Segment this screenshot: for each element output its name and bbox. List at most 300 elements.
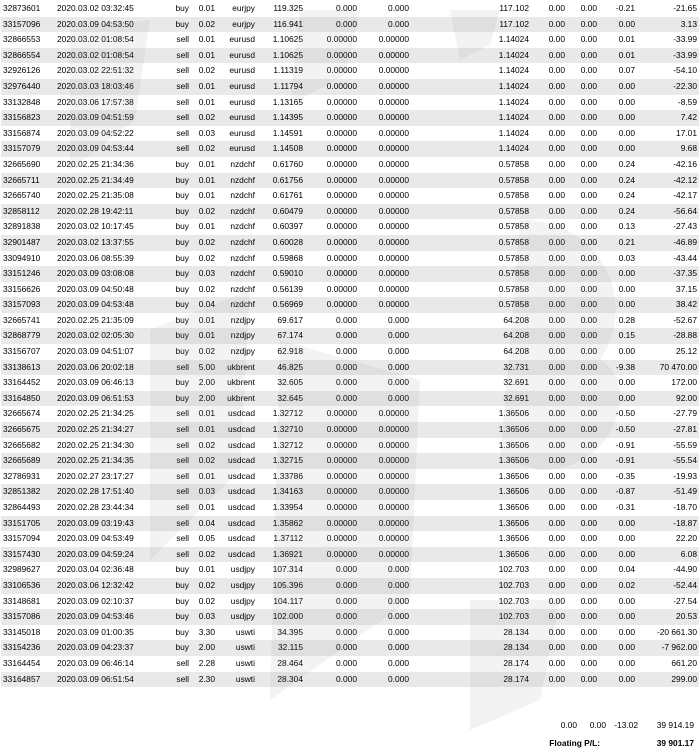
cell-swap: 0.00 <box>599 609 637 625</box>
cell-current: 0.57858 <box>469 204 531 220</box>
cell-price: 1.36921 <box>257 547 305 563</box>
cell-ticket: 32858112 <box>1 204 55 220</box>
cell-profit: -27.43 <box>637 219 699 235</box>
cell-tp: 0.000 <box>359 17 411 33</box>
cell-time: 2020.03.02 01:08:54 <box>55 48 163 64</box>
floating-row <box>0 738 700 752</box>
cell-time: 2020.02.25 21:34:49 <box>55 173 163 189</box>
cell-symbol: usdcad <box>217 500 257 516</box>
total-commission: 0.00 <box>560 720 577 730</box>
cell-symbol: usdcad <box>217 438 257 454</box>
cell-price: 1.33786 <box>257 469 305 485</box>
cell-volume: 0.02 <box>191 453 217 469</box>
cell-current: 0.57858 <box>469 188 531 204</box>
cell-time: 2020.03.02 01:08:54 <box>55 32 163 48</box>
cell-type: buy <box>163 235 191 251</box>
cell-profit: 70 470.00 <box>637 360 699 376</box>
cell-taxes: 0.00 <box>567 17 599 33</box>
cell-price: 0.59868 <box>257 251 305 267</box>
cell-taxes: 0.00 <box>567 438 599 454</box>
cell-volume: 0.01 <box>191 422 217 438</box>
cell-price: 116.941 <box>257 17 305 33</box>
cell-symbol: usdjpy <box>217 578 257 594</box>
cell-time: 2020.03.06 17:57:38 <box>55 95 163 111</box>
cell-symbol: eurusd <box>217 141 257 157</box>
cell-sl: 0.00000 <box>305 219 359 235</box>
cell-volume: 0.01 <box>191 157 217 173</box>
table-row <box>1 328 699 344</box>
cell-type: sell <box>163 656 191 672</box>
cell-symbol: eurjpy <box>217 1 257 17</box>
cell-symbol: nzdchf <box>217 251 257 267</box>
cell-taxes: 0.00 <box>567 344 599 360</box>
cell-volume: 0.01 <box>191 173 217 189</box>
cell-tp: 0.00000 <box>359 547 411 563</box>
cell-swap: 0.00 <box>599 640 637 656</box>
cell-volume: 0.01 <box>191 95 217 111</box>
cell-price: 0.61761 <box>257 188 305 204</box>
cell-ticket: 33156626 <box>1 282 55 298</box>
cell-taxes: 0.00 <box>567 500 599 516</box>
cell-taxes: 0.00 <box>567 625 599 641</box>
cell-profit: -21.65 <box>637 1 699 17</box>
cell-current: 1.36506 <box>469 406 531 422</box>
cell-taxes: 0.00 <box>567 110 599 126</box>
cell-current: 1.14024 <box>469 126 531 142</box>
cell-commission: 0.00 <box>531 63 567 79</box>
cell-time: 2020.03.06 12:32:42 <box>55 578 163 594</box>
cell-commission: 0.00 <box>531 1 567 17</box>
cell-sl: 0.00000 <box>305 188 359 204</box>
cell-sl: 0.000 <box>305 672 359 688</box>
cell-symbol: nzdchf <box>217 173 257 189</box>
cell-swap: 0.00 <box>599 282 637 298</box>
cell-commission: 0.00 <box>531 406 567 422</box>
cell-current: 117.102 <box>469 17 531 33</box>
table-row <box>1 126 699 142</box>
cell-current: 1.14024 <box>469 48 531 64</box>
cell-symbol: usdcad <box>217 422 257 438</box>
cell-tp: 0.00000 <box>359 219 411 235</box>
cell-price: 105.396 <box>257 578 305 594</box>
cell-type: sell <box>163 469 191 485</box>
cell-type: buy <box>163 328 191 344</box>
cell-price: 28.304 <box>257 672 305 688</box>
table-row <box>1 672 699 688</box>
cell-swap: 0.00 <box>599 672 637 688</box>
cell-tp: 0.000 <box>359 656 411 672</box>
cell-symbol: nzdchf <box>217 282 257 298</box>
cell-current: 1.36506 <box>469 500 531 516</box>
cell-spacer <box>411 516 469 532</box>
cell-type: sell <box>163 126 191 142</box>
cell-taxes: 0.00 <box>567 453 599 469</box>
cell-spacer <box>411 438 469 454</box>
table-row <box>1 63 699 79</box>
cell-current: 0.57858 <box>469 157 531 173</box>
cell-ticket: 33145018 <box>1 625 55 641</box>
cell-current: 1.14024 <box>469 110 531 126</box>
cell-commission: 0.00 <box>531 79 567 95</box>
cell-symbol: usdcad <box>217 469 257 485</box>
cell-profit: -51.49 <box>637 484 699 500</box>
cell-type: buy <box>163 313 191 329</box>
cell-taxes: 0.00 <box>567 219 599 235</box>
cell-price: 1.37112 <box>257 531 305 547</box>
cell-type: buy <box>163 157 191 173</box>
cell-tp: 0.000 <box>359 578 411 594</box>
cell-symbol: usdjpy <box>217 594 257 610</box>
cell-symbol: nzdjpy <box>217 328 257 344</box>
cell-tp: 0.000 <box>359 328 411 344</box>
cell-price: 32.115 <box>257 640 305 656</box>
cell-sl: 0.00000 <box>305 453 359 469</box>
cell-tp: 0.000 <box>359 594 411 610</box>
cell-spacer <box>411 235 469 251</box>
cell-current: 102.703 <box>469 594 531 610</box>
cell-swap: -0.91 <box>599 453 637 469</box>
cell-profit: 3.13 <box>637 17 699 33</box>
cell-symbol: ukbrent <box>217 391 257 407</box>
cell-price: 46.825 <box>257 360 305 376</box>
cell-profit: -56.64 <box>637 204 699 220</box>
cell-ticket: 32665674 <box>1 406 55 422</box>
cell-symbol: usdcad <box>217 531 257 547</box>
cell-taxes: 0.00 <box>567 48 599 64</box>
cell-sl: 0.00000 <box>305 32 359 48</box>
cell-ticket: 32989627 <box>1 562 55 578</box>
table-row <box>1 625 699 641</box>
cell-swap: 0.24 <box>599 173 637 189</box>
cell-current: 32.691 <box>469 391 531 407</box>
cell-ticket: 32786931 <box>1 469 55 485</box>
cell-symbol: nzdjpy <box>217 344 257 360</box>
cell-commission: 0.00 <box>531 531 567 547</box>
table-row <box>1 656 699 672</box>
table-row <box>1 453 699 469</box>
cell-spacer <box>411 219 469 235</box>
cell-current: 1.36506 <box>469 547 531 563</box>
cell-ticket: 33157430 <box>1 547 55 563</box>
cell-spacer <box>411 141 469 157</box>
cell-ticket: 32851382 <box>1 484 55 500</box>
cell-taxes: 0.00 <box>567 656 599 672</box>
cell-current: 28.174 <box>469 656 531 672</box>
cell-ticket: 33164454 <box>1 656 55 672</box>
cell-volume: 0.01 <box>191 469 217 485</box>
cell-swap: 0.00 <box>599 17 637 33</box>
cell-profit: -8.59 <box>637 95 699 111</box>
cell-sl: 0.000 <box>305 656 359 672</box>
cell-price: 1.35862 <box>257 516 305 532</box>
cell-volume: 0.01 <box>191 406 217 422</box>
cell-spacer <box>411 1 469 17</box>
cell-commission: 0.00 <box>531 578 567 594</box>
cell-taxes: 0.00 <box>567 531 599 547</box>
cell-sl: 0.00000 <box>305 251 359 267</box>
cell-ticket: 33148681 <box>1 594 55 610</box>
cell-type: buy <box>163 640 191 656</box>
cell-sl: 0.00000 <box>305 204 359 220</box>
cell-type: buy <box>163 188 191 204</box>
cell-price: 0.60028 <box>257 235 305 251</box>
cell-ticket: 32926126 <box>1 63 55 79</box>
cell-taxes: 0.00 <box>567 32 599 48</box>
cell-taxes: 0.00 <box>567 516 599 532</box>
cell-commission: 0.00 <box>531 95 567 111</box>
cell-symbol: eurusd <box>217 95 257 111</box>
table-row <box>1 344 699 360</box>
cell-profit: 25.12 <box>637 344 699 360</box>
cell-tp: 0.000 <box>359 313 411 329</box>
cell-profit: 37.15 <box>637 282 699 298</box>
table-row <box>1 547 699 563</box>
cell-current: 1.36506 <box>469 484 531 500</box>
cell-swap: 0.04 <box>599 562 637 578</box>
cell-symbol: eurjpy <box>217 17 257 33</box>
cell-volume: 2.00 <box>191 391 217 407</box>
cell-time: 2020.03.09 03:08:08 <box>55 266 163 282</box>
table-row <box>1 297 699 313</box>
cell-current: 1.14024 <box>469 141 531 157</box>
cell-price: 1.33954 <box>257 500 305 516</box>
cell-taxes: 0.00 <box>567 63 599 79</box>
cell-sl: 0.00000 <box>305 438 359 454</box>
cell-sl: 0.00000 <box>305 422 359 438</box>
cell-type: sell <box>163 516 191 532</box>
cell-spacer <box>411 406 469 422</box>
cell-profit: 9.68 <box>637 141 699 157</box>
cell-swap: 0.00 <box>599 391 637 407</box>
cell-tp: 0.00000 <box>359 251 411 267</box>
cell-price: 1.32710 <box>257 422 305 438</box>
cell-profit: 7.42 <box>637 110 699 126</box>
cell-swap: 0.28 <box>599 313 637 329</box>
cell-current: 1.36506 <box>469 438 531 454</box>
cell-type: sell <box>163 422 191 438</box>
cell-swap: -0.50 <box>599 422 637 438</box>
table-row <box>1 469 699 485</box>
cell-taxes: 0.00 <box>567 235 599 251</box>
table-row <box>1 375 699 391</box>
cell-swap: 0.00 <box>599 110 637 126</box>
cell-commission: 0.00 <box>531 204 567 220</box>
cell-sl: 0.000 <box>305 640 359 656</box>
cell-sl: 0.00000 <box>305 516 359 532</box>
cell-volume: 2.28 <box>191 656 217 672</box>
cell-type: buy <box>163 251 191 267</box>
cell-spacer <box>411 625 469 641</box>
table-row <box>1 219 699 235</box>
cell-sl: 0.000 <box>305 391 359 407</box>
cell-time: 2020.02.25 21:34:25 <box>55 406 163 422</box>
cell-time: 2020.02.25 21:35:08 <box>55 188 163 204</box>
cell-taxes: 0.00 <box>567 391 599 407</box>
cell-current: 117.102 <box>469 1 531 17</box>
cell-current: 28.134 <box>469 625 531 641</box>
cell-spacer <box>411 640 469 656</box>
cell-time: 2020.03.09 01:00:35 <box>55 625 163 641</box>
cell-tp: 0.00000 <box>359 500 411 516</box>
cell-ticket: 32665740 <box>1 188 55 204</box>
cell-commission: 0.00 <box>531 344 567 360</box>
cell-ticket: 33164850 <box>1 391 55 407</box>
cell-current: 102.703 <box>469 609 531 625</box>
cell-sl: 0.000 <box>305 562 359 578</box>
cell-volume: 0.02 <box>191 17 217 33</box>
cell-volume: 0.04 <box>191 297 217 313</box>
cell-current: 1.36506 <box>469 453 531 469</box>
cell-spacer <box>411 110 469 126</box>
cell-volume: 0.04 <box>191 516 217 532</box>
cell-profit: -37.35 <box>637 266 699 282</box>
cell-sl: 0.00000 <box>305 157 359 173</box>
cell-symbol: usdcad <box>217 516 257 532</box>
cell-symbol: nzdchf <box>217 157 257 173</box>
cell-profit: -7 962.00 <box>637 640 699 656</box>
cell-ticket: 32891838 <box>1 219 55 235</box>
cell-volume: 0.01 <box>191 328 217 344</box>
cell-ticket: 32665682 <box>1 438 55 454</box>
cell-sl: 0.000 <box>305 625 359 641</box>
cell-profit: -43.44 <box>637 251 699 267</box>
cell-taxes: 0.00 <box>567 313 599 329</box>
totals-row <box>0 720 700 734</box>
cell-tp: 0.000 <box>359 672 411 688</box>
cell-type: buy <box>163 391 191 407</box>
cell-current: 102.703 <box>469 562 531 578</box>
cell-swap: -9.38 <box>599 360 637 376</box>
cell-type: buy <box>163 282 191 298</box>
table-row <box>1 422 699 438</box>
table-row <box>1 235 699 251</box>
cell-taxes: 0.00 <box>567 360 599 376</box>
cell-commission: 0.00 <box>531 173 567 189</box>
cell-volume: 2.00 <box>191 640 217 656</box>
cell-tp: 0.000 <box>359 344 411 360</box>
cell-swap: 0.00 <box>599 344 637 360</box>
cell-ticket: 32665741 <box>1 313 55 329</box>
cell-tp: 0.000 <box>359 1 411 17</box>
cell-sl: 0.00000 <box>305 141 359 157</box>
cell-taxes: 0.00 <box>567 251 599 267</box>
cell-tp: 0.000 <box>359 360 411 376</box>
cell-swap: 0.00 <box>599 594 637 610</box>
cell-spacer <box>411 328 469 344</box>
cell-spacer <box>411 609 469 625</box>
cell-taxes: 0.00 <box>567 406 599 422</box>
cell-time: 2020.03.09 06:46:13 <box>55 375 163 391</box>
cell-swap: 0.00 <box>599 95 637 111</box>
cell-type: sell <box>163 484 191 500</box>
cell-tp: 0.00000 <box>359 157 411 173</box>
cell-sl: 0.00000 <box>305 547 359 563</box>
open-positions-table <box>1 1 699 687</box>
cell-volume: 3.30 <box>191 625 217 641</box>
cell-profit: -18.70 <box>637 500 699 516</box>
cell-volume: 0.01 <box>191 219 217 235</box>
cell-commission: 0.00 <box>531 516 567 532</box>
cell-spacer <box>411 126 469 142</box>
cell-tp: 0.000 <box>359 609 411 625</box>
cell-volume: 0.02 <box>191 235 217 251</box>
cell-type: sell <box>163 672 191 688</box>
cell-swap: 0.01 <box>599 32 637 48</box>
cell-symbol: ukbrent <box>217 360 257 376</box>
cell-current: 0.57858 <box>469 219 531 235</box>
cell-commission: 0.00 <box>531 656 567 672</box>
table-row <box>1 1 699 17</box>
cell-tp: 0.000 <box>359 625 411 641</box>
cell-time: 2020.03.09 04:53:48 <box>55 297 163 313</box>
table-row <box>1 32 699 48</box>
cell-taxes: 0.00 <box>567 672 599 688</box>
cell-type: sell <box>163 500 191 516</box>
cell-profit: -55.59 <box>637 438 699 454</box>
cell-current: 0.57858 <box>469 297 531 313</box>
cell-taxes: 0.00 <box>567 204 599 220</box>
cell-price: 1.13165 <box>257 95 305 111</box>
cell-tp: 0.00000 <box>359 516 411 532</box>
cell-time: 2020.03.09 04:59:24 <box>55 547 163 563</box>
cell-profit: -52.67 <box>637 313 699 329</box>
cell-current: 64.208 <box>469 313 531 329</box>
cell-current: 64.208 <box>469 328 531 344</box>
cell-symbol: nzdjpy <box>217 313 257 329</box>
cell-taxes: 0.00 <box>567 484 599 500</box>
cell-price: 32.645 <box>257 391 305 407</box>
cell-profit: 20.53 <box>637 609 699 625</box>
cell-commission: 0.00 <box>531 328 567 344</box>
cell-price: 1.14591 <box>257 126 305 142</box>
cell-price: 62.918 <box>257 344 305 360</box>
cell-symbol: uswti <box>217 656 257 672</box>
cell-type: sell <box>163 141 191 157</box>
cell-profit: -42.16 <box>637 157 699 173</box>
total-profit: 39 914.19 <box>656 720 694 730</box>
cell-sl: 0.00000 <box>305 469 359 485</box>
cell-volume: 0.01 <box>191 32 217 48</box>
cell-swap: 0.24 <box>599 204 637 220</box>
cell-swap: 0.00 <box>599 516 637 532</box>
cell-price: 1.11794 <box>257 79 305 95</box>
cell-type: buy <box>163 204 191 220</box>
cell-profit: 299.00 <box>637 672 699 688</box>
cell-price: 119.325 <box>257 1 305 17</box>
cell-current: 28.134 <box>469 640 531 656</box>
cell-ticket: 33157093 <box>1 297 55 313</box>
cell-time: 2020.03.09 04:51:07 <box>55 344 163 360</box>
table-row <box>1 173 699 189</box>
cell-taxes: 0.00 <box>567 578 599 594</box>
cell-profit: -33.99 <box>637 32 699 48</box>
cell-time: 2020.03.09 06:51:54 <box>55 672 163 688</box>
cell-spacer <box>411 594 469 610</box>
cell-spacer <box>411 79 469 95</box>
cell-taxes: 0.00 <box>567 609 599 625</box>
cell-volume: 0.02 <box>191 110 217 126</box>
cell-time: 2020.03.02 22:51:32 <box>55 63 163 79</box>
cell-sl: 0.000 <box>305 1 359 17</box>
table-row <box>1 360 699 376</box>
cell-spacer <box>411 453 469 469</box>
cell-volume: 0.02 <box>191 282 217 298</box>
cell-price: 1.10625 <box>257 32 305 48</box>
cell-sl: 0.000 <box>305 17 359 33</box>
cell-current: 0.57858 <box>469 266 531 282</box>
cell-commission: 0.00 <box>531 17 567 33</box>
cell-taxes: 0.00 <box>567 469 599 485</box>
